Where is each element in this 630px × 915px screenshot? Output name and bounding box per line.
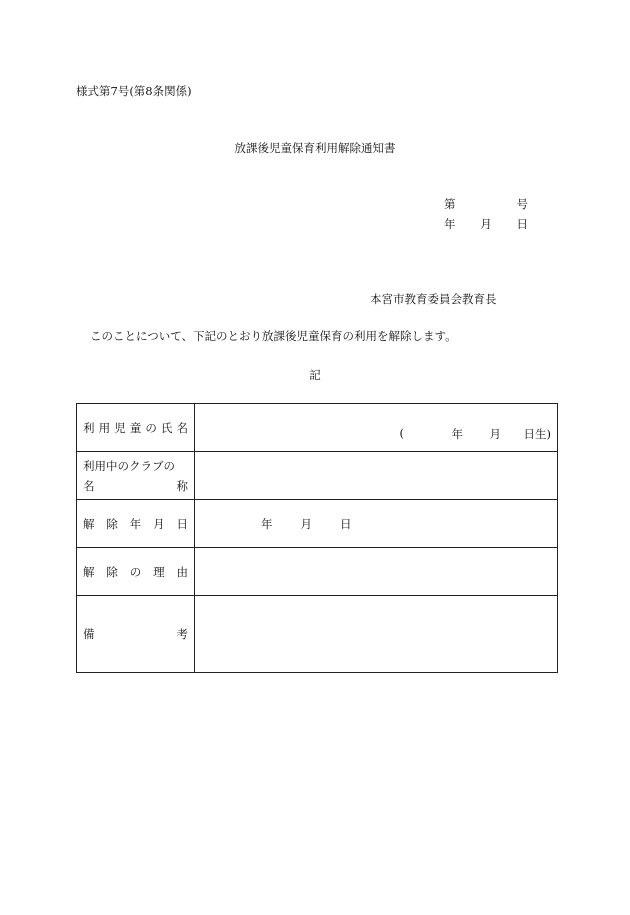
club-name-label [77, 452, 195, 500]
label-char: 月 [153, 516, 165, 531]
label-char: 日 [176, 516, 188, 531]
release-day: 日 [340, 516, 352, 531]
birth-open-paren: ( [399, 426, 404, 440]
label-char: 児 [114, 420, 126, 435]
issue-date-line [444, 219, 528, 231]
date-month: 月 [480, 217, 492, 231]
label-char: 用 [98, 420, 111, 435]
release-date-label [77, 500, 195, 548]
label-char: 由 [176, 564, 188, 579]
table-row [77, 404, 558, 452]
label-char: 除 [106, 564, 118, 579]
child-name-field[interactable] [195, 404, 558, 452]
release-date-field[interactable] [195, 500, 558, 548]
table-row [77, 596, 558, 673]
label-char: 名 [83, 478, 95, 493]
release-reason-field[interactable] [195, 548, 558, 596]
label-char: 解 [83, 516, 95, 531]
label-char: 利 [83, 420, 95, 435]
number-suffix: 号 [516, 197, 528, 211]
label-char: 名 [176, 420, 188, 435]
club-name-field[interactable] [195, 452, 558, 500]
label-char: の [129, 564, 142, 579]
child-name-label [77, 404, 195, 452]
date-year: 年 [444, 217, 456, 231]
label-char: 解 [83, 564, 95, 579]
issuer-name: 本宮市教育委員会教育長 [370, 292, 497, 306]
details-table [76, 403, 558, 673]
table-row [77, 548, 558, 596]
release-reason-label [77, 548, 195, 596]
remarks-label [77, 596, 195, 673]
label-char: 童 [129, 420, 142, 435]
table-row [77, 500, 558, 548]
label-char: 氏 [160, 420, 173, 435]
document-title: 放課後児童保育利用解除通知書 [234, 141, 396, 155]
form-number: 様式第7号(第8条関係) [76, 84, 192, 98]
club-label-line1: 利用中のクラブの [83, 458, 175, 473]
ki-heading: 記 [309, 368, 321, 382]
label-char: 年 [129, 516, 142, 531]
table-row [77, 452, 558, 500]
birth-date-line [400, 426, 552, 442]
release-month: 月 [300, 516, 312, 531]
remarks-field[interactable] [195, 596, 558, 673]
label-char: 考 [176, 627, 188, 641]
label-char: 理 [153, 564, 165, 579]
reference-number-line [444, 199, 528, 211]
label-char: 称 [176, 478, 188, 493]
notice-body: このことについて、下記のとおり放課後児童保育の利用を解除します。 [90, 329, 457, 343]
birth-year: 年 [451, 427, 463, 441]
release-year: 年 [261, 516, 273, 531]
date-day: 日 [516, 217, 528, 231]
label-char: 備 [83, 627, 95, 641]
birth-day: 日生) [523, 427, 551, 441]
label-char: の [145, 420, 157, 435]
label-char: 除 [106, 516, 118, 531]
number-prefix: 第 [444, 197, 456, 211]
birth-month: 月 [489, 427, 501, 441]
